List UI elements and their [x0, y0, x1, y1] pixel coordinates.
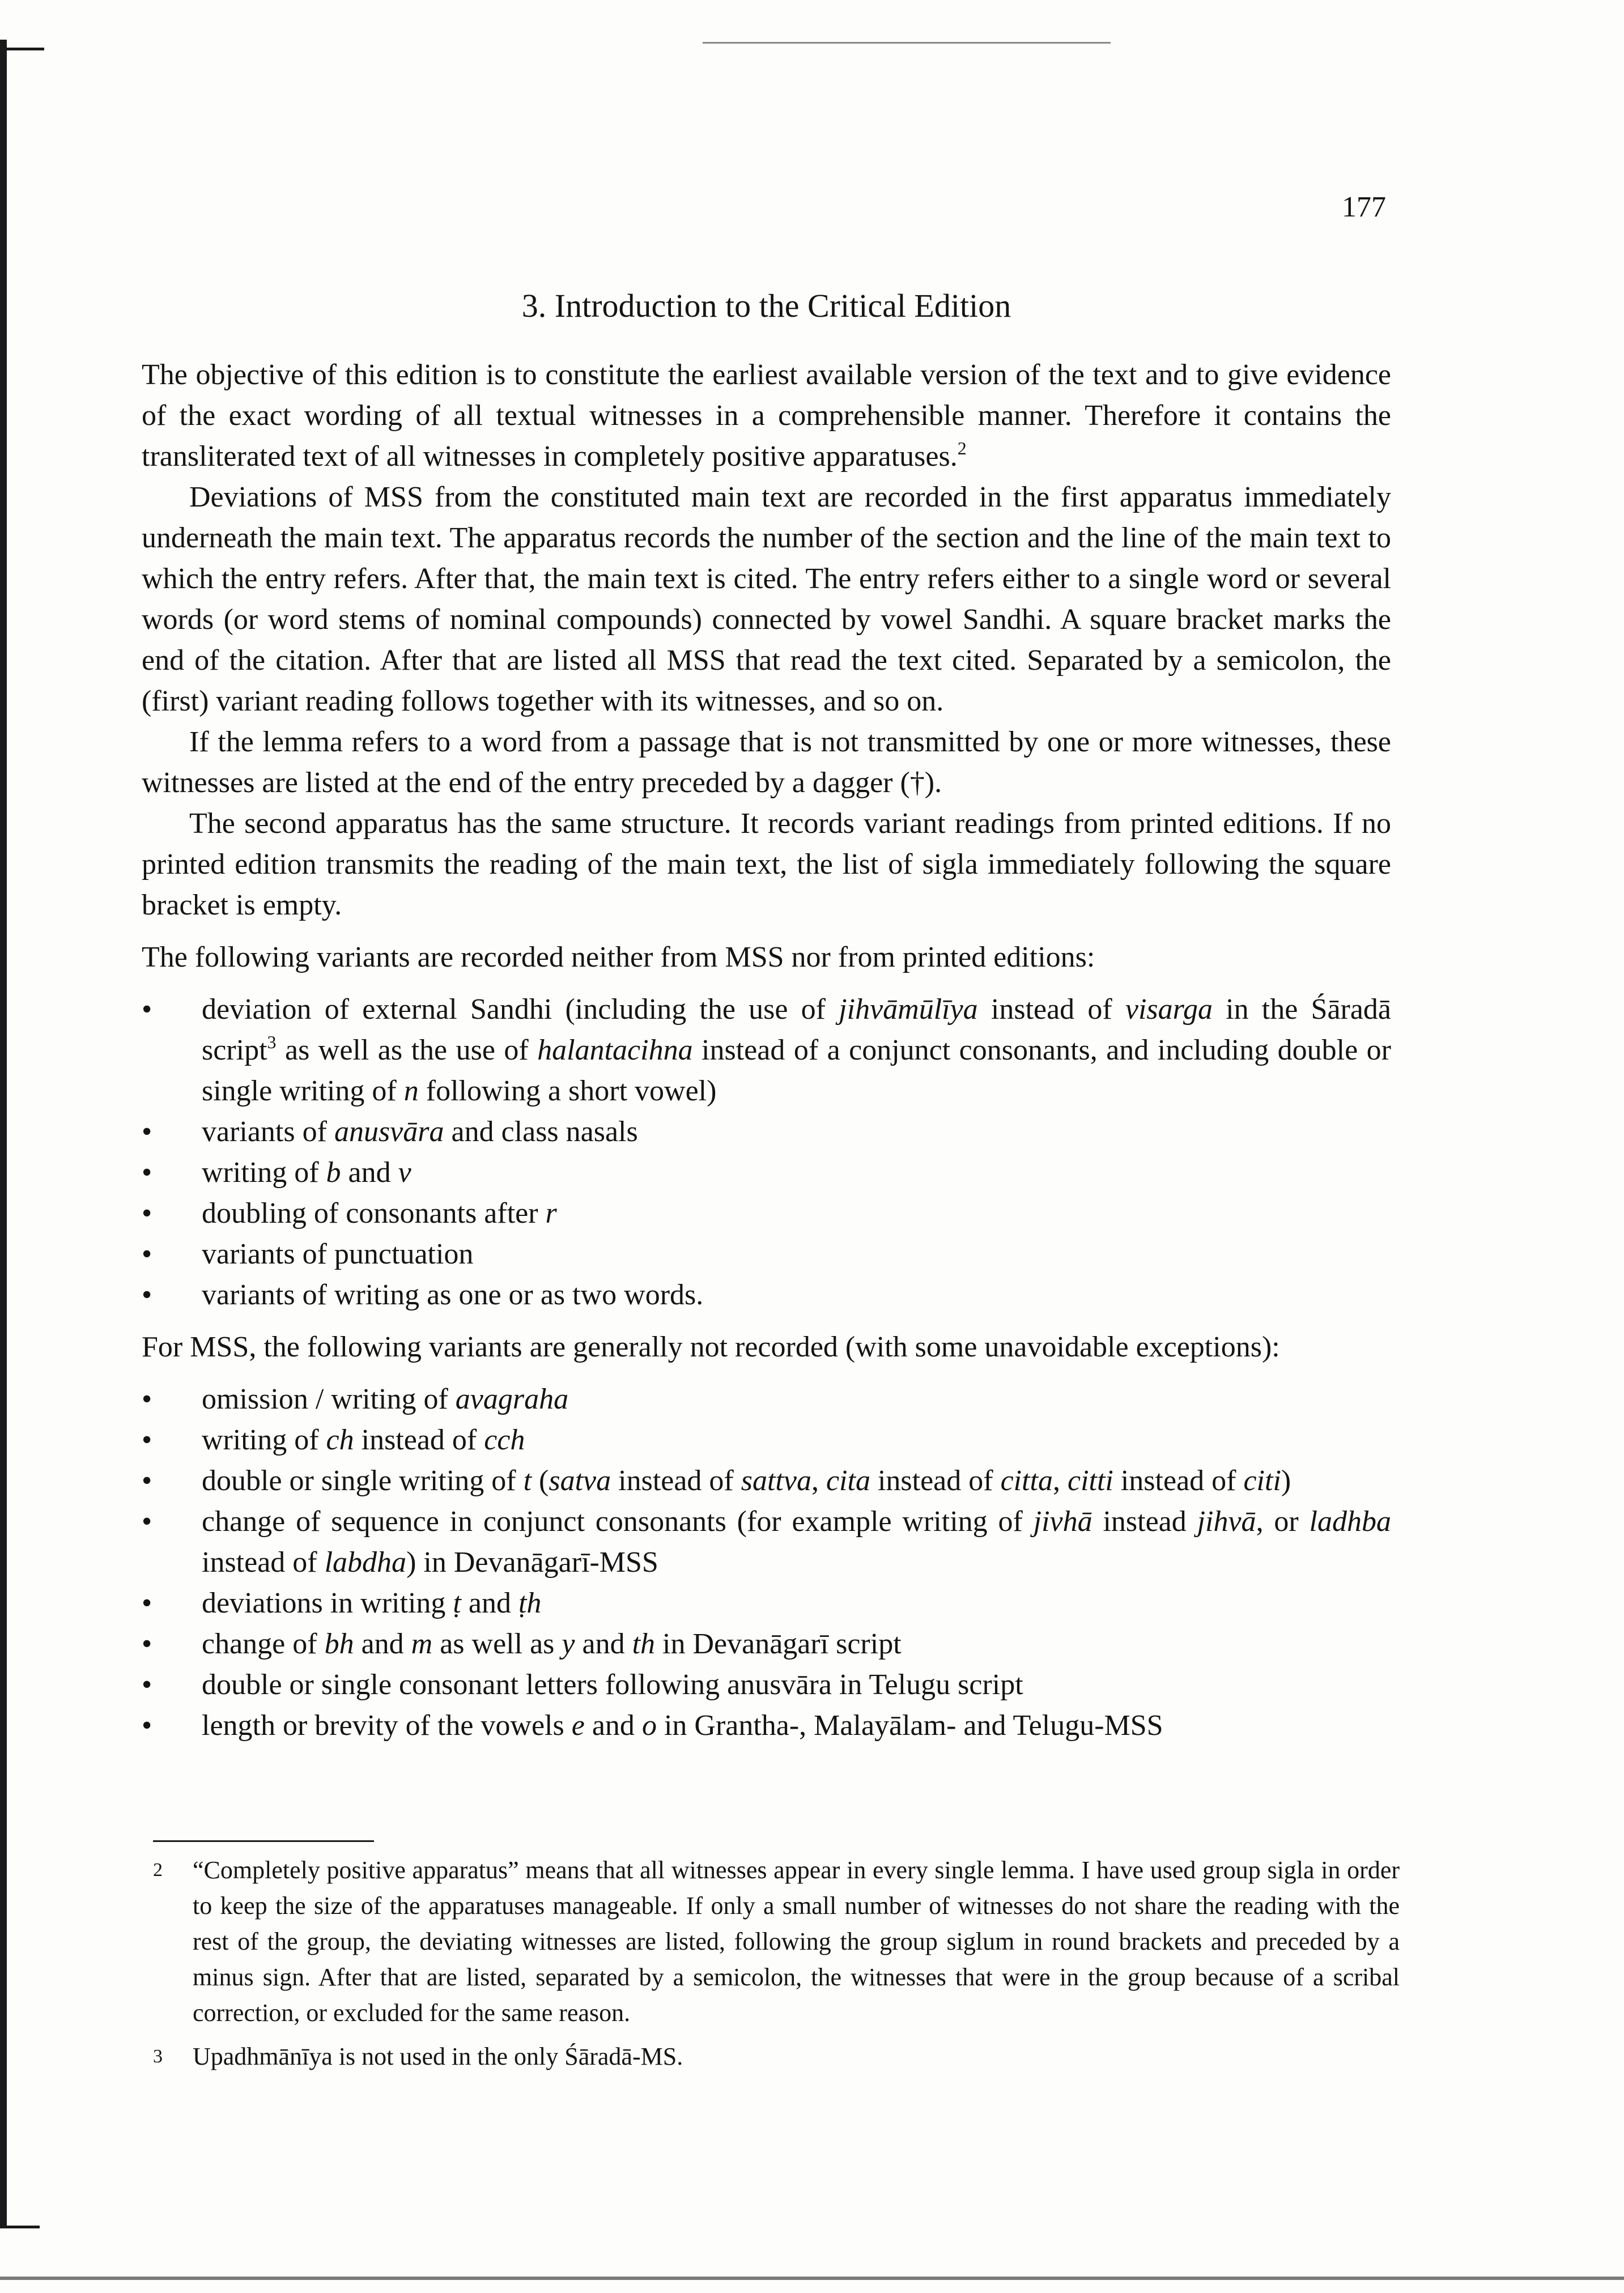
bullet-icon: • [142, 1709, 152, 1742]
bullet-icon: • [142, 1669, 152, 1701]
footnote-text: “Completely positive apparatus” means that all witnesses appear in every single lemma. I have used group sigla in order to keep the size of the apparatuses manageable. If only a small number of witnesses do not share the reading with the rest of the group, the deviating witnesses are listed, following the group siglum in round brackets and preceded by a minus sign. After that are listed, separated by a semicolon, the witnesses that were in the group because of a scribal correction, or excluded for the same reason. [193, 1856, 1400, 2027]
chapter-heading: 3. Introduction to the Critical Edition [521, 287, 1011, 324]
intro-paragraph-3: If the lemma refers to a word from a passage that is not transmitted by one or more witnesses, these witnesses are listed at the end of the entry preceded by a dagger (†). [142, 726, 1391, 799]
scan-edge-tick-bottom [0, 2226, 40, 2228]
footnote-number: 2 [153, 1860, 163, 1881]
list-item: • deviation of external Sandhi (including the use of jihvāmūlīya instead of visarga in the Śāradā script$^3$ as well as the use of halantacihna instead of a conjunct consonants, and including double or single writing of n following a short vowel) [142, 989, 1391, 1112]
bullet-icon: • [142, 1465, 152, 1497]
footnote-ref-2: 2 [957, 438, 967, 458]
page-body [142, 283, 1391, 1758]
list-item: • variants of punctuation [142, 1234, 1391, 1275]
list-item: • variants of anusvāra and class nasals [142, 1112, 1391, 1152]
bullet-icon: • [142, 1424, 152, 1456]
bullet-icon: • [142, 1197, 152, 1230]
footnote-3 [153, 2039, 1400, 2074]
bullet-icon: • [142, 1383, 152, 1415]
list-item: • deviations in writing ṭ and ṭh [142, 1583, 1391, 1624]
intro-paragraph-1: The objective of this edition is to constitute the earliest available version of the text and to give evidence of the exact wording of all textual witnesses in a comprehensible manner. Therefore it contains the transliterated text of all witnesses in completely positive apparatuses.$^2$ [142, 359, 1391, 473]
bullet-icon: • [142, 993, 152, 1026]
intro-paragraph-4: The second apparatus has the same structure. It records variant readings from printed editions. If no printed edition transmits the reading of the main text, the list of sigla immediately following the square bracket is empty. [142, 807, 1391, 921]
scan-edge-left [0, 40, 7, 2227]
bullet-icon: • [142, 1156, 152, 1189]
page-number: 177 [1342, 191, 1386, 223]
footnote-text: Upadhmānīya is not used in the only Śāradā-MS. [193, 2043, 683, 2070]
list-item: • variants of writing as one or as two words. [142, 1275, 1391, 1316]
list-item: • writing of ch instead of cch [142, 1420, 1391, 1461]
bullet-icon: • [142, 1505, 152, 1538]
footnotes [153, 1840, 1400, 2082]
bullet-icon: • [142, 1116, 152, 1148]
footnote-2 [153, 1852, 1400, 2031]
list-item: • double or single consonant letters following anusvāra in Telugu script [142, 1665, 1391, 1705]
footnote-number: 3 [153, 2046, 163, 2067]
bottom-rule [0, 2277, 1624, 2280]
list-item: • double or single writing of t (satva instead of sattva, cita instead of citta, citti instead of citi) [142, 1461, 1391, 1501]
scan-edge-tick-top [0, 48, 44, 50]
list-item: • change of sequence in conjunct consonants (for example writing of jivhā instead jihvā, or ladhba instead of labdha) in Devanāgarī-MSS [142, 1501, 1391, 1583]
list-item: • writing of b and v [142, 1152, 1391, 1193]
list-not-recorded-any [142, 989, 1391, 1316]
list-item: • omission / writing of avagraha [142, 1379, 1391, 1420]
bullet-icon: • [142, 1628, 152, 1660]
list2-intro: For MSS, the following variants are generally not recorded (with some unavoidable exceptions): [142, 1331, 1280, 1363]
bullet-icon: • [142, 1587, 152, 1619]
list-not-recorded-mss [142, 1379, 1391, 1746]
footnote-rule [153, 1840, 374, 1842]
intro-paragraph-2: Deviations of MSS from the constituted main text are recorded in the first apparatus immediately underneath the main text. The apparatus records the number of the section and the line of the main text to which the entry refers. After that, the main text is cited. The entry refers either to a single word or several words (or word stems of nominal compounds) connected by vowel Sandhi. A square bracket marks the end of the citation. After that are listed all MSS that read the text cited. Separated by a semicolon, the (first) variant reading follows together with its witnesses, and so on. [142, 481, 1391, 717]
list-item: • change of bh and m as well as y and th in Devanāgarī script [142, 1624, 1391, 1665]
top-rule [703, 42, 1111, 44]
footnote-ref-3: 3 [267, 1032, 277, 1052]
list-item: • length or brevity of the vowels e and o in Grantha-, Malayālam- and Telugu-MSS [142, 1705, 1391, 1746]
list1-intro: The following variants are recorded neither from MSS nor from printed editions: [142, 941, 1095, 973]
list-item: • doubling of consonants after r [142, 1193, 1391, 1234]
bullet-icon: • [142, 1279, 152, 1311]
bullet-icon: • [142, 1238, 152, 1270]
